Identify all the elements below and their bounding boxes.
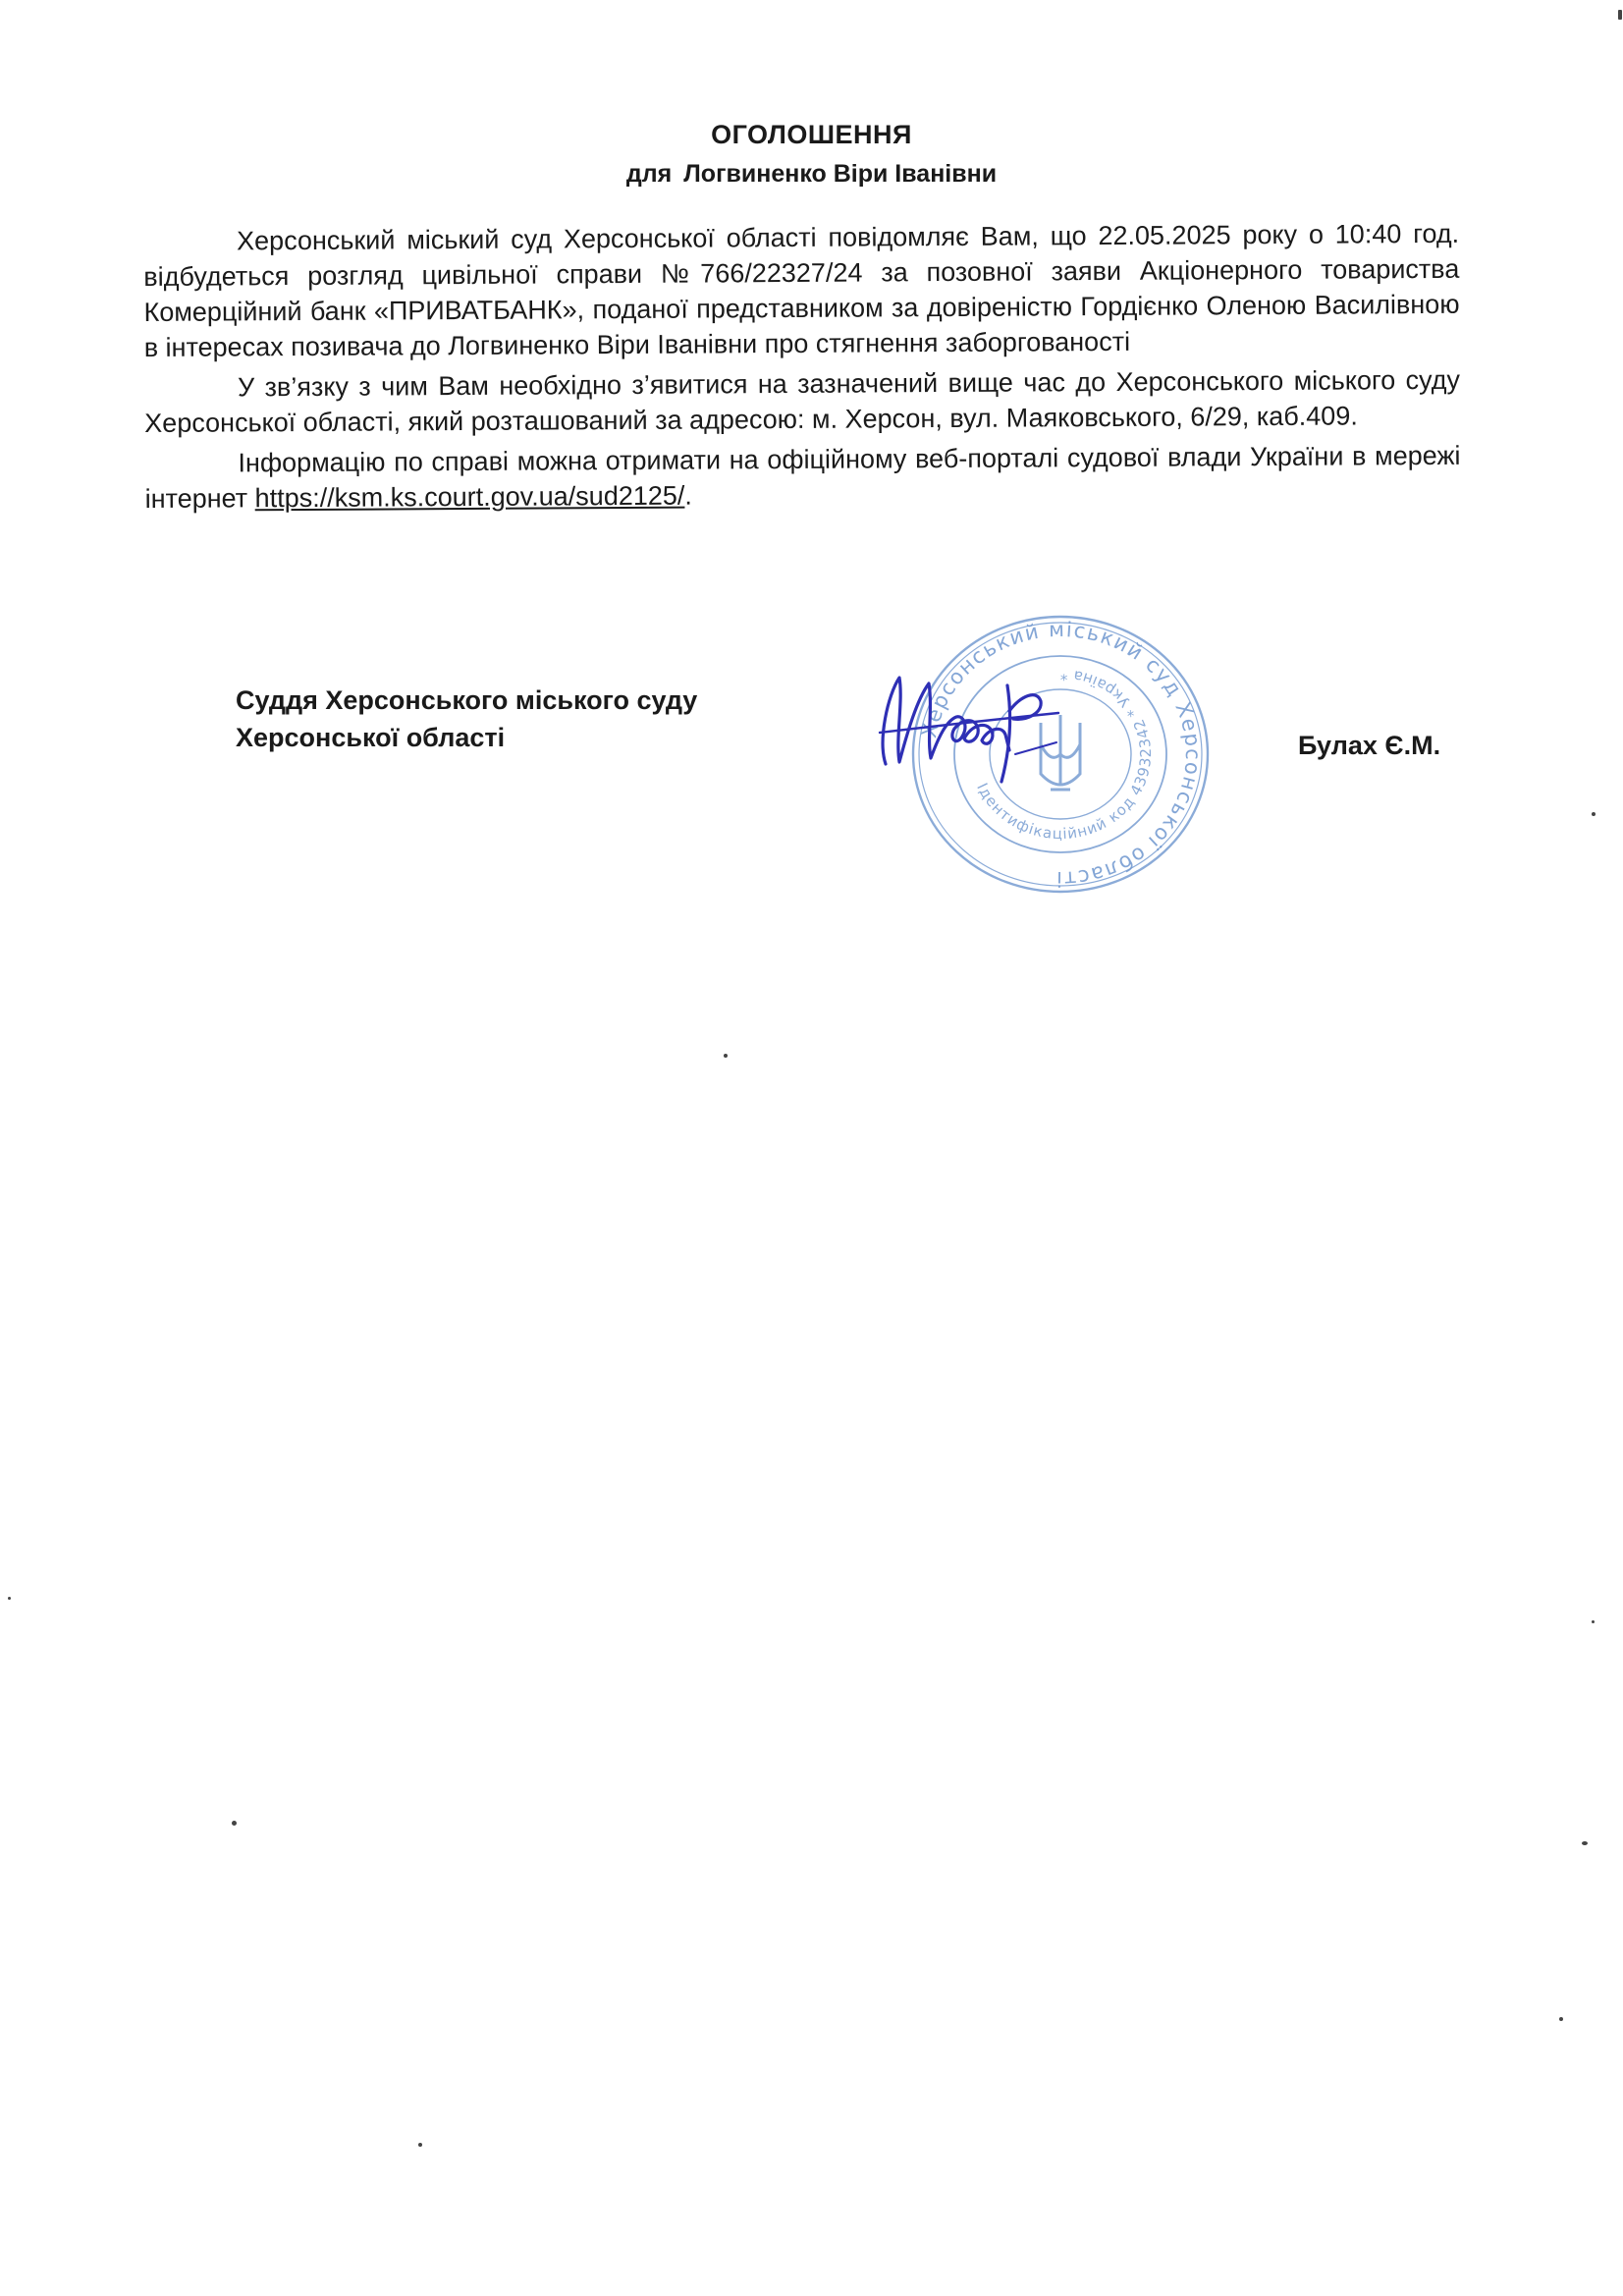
judge-signature	[874, 656, 1070, 793]
court-portal-link[interactable]: https://ksm.ks.court.gov.ua/sud2125/	[254, 480, 685, 514]
recipient-prefix: для	[625, 160, 673, 188]
notice-title: ОГОЛОШЕННЯ	[711, 120, 912, 149]
hearing-paragraph: Херсонський міський суд Херсонської області повідомляє Вам, що 22.05.2025 року о 10:40 год. відбудеться розгляд цивільної справи №766/22327/24 за позовної заяви Акціонерного товариства Комерційний банк «ПРИВАТБАНК», поданої представником за довіреністю Гордієнко Оленою Василівною в інтересах позивача до Логвиненко Віри Іванівни про стягнення заборгованості	[143, 218, 1460, 362]
scan-speck	[1582, 1841, 1588, 1845]
svg-text:Херсонський міський суд Херсон: Херсонський міський суд Херсонської області	[917, 617, 1206, 892]
scan-speck	[1592, 812, 1596, 816]
svg-text:Ідентифікаційний код 43932342: Ідентифікаційний код 43932342 * Україна *	[973, 665, 1156, 844]
info-paragraph	[144, 438, 1460, 517]
scan-speck	[724, 1054, 728, 1058]
judge-name: Булах Є.М.	[1298, 731, 1441, 760]
scan-speck	[8, 1597, 11, 1600]
judge-title-line-2: Херсонської області	[236, 723, 506, 752]
scan-speck	[1592, 1620, 1595, 1623]
notice-body	[143, 216, 1461, 521]
scan-speck	[418, 2143, 422, 2147]
judge-title-line-1: Суддя Херсонського міського суду	[236, 685, 698, 715]
info-suffix: .	[684, 480, 692, 511]
appearance-paragraph: У зв’язку з чим Вам необхідно з’явитися на зазначений вище час до Херсонського міського суду Херсонської області, який розташований за адресою: м. Херсон, вул. Маяковського, 6/29, каб.409.	[144, 364, 1461, 438]
scan-speck	[1618, 10, 1622, 20]
scan-speck	[232, 1821, 237, 1826]
recipient-name: Логвиненко Віри Іванівни	[683, 160, 998, 188]
scan-speck	[1559, 2017, 1563, 2021]
notice-recipient	[0, 160, 1623, 189]
info-text: Інформацію по справі можна отримати на офіційному веб-порталі судової влади України в мережі інтернет	[144, 440, 1461, 514]
judge-title	[236, 682, 697, 756]
